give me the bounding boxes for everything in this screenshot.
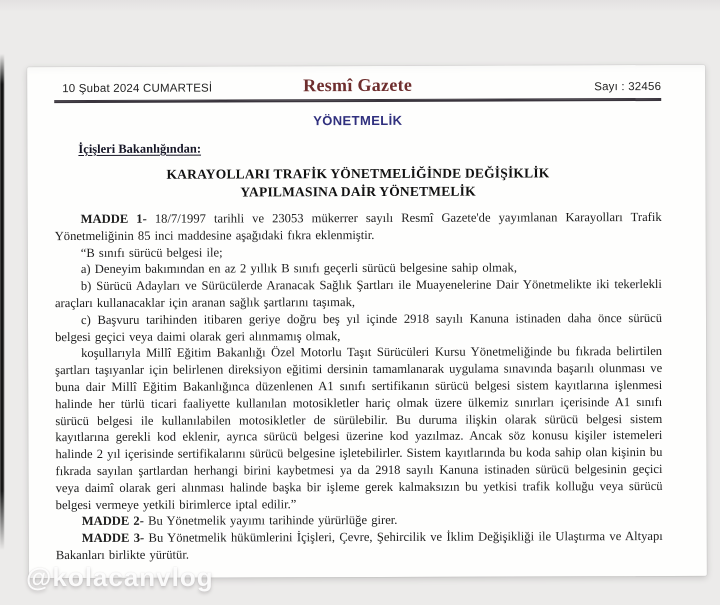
paragraph-text: “B sınıfı sürücü belgesi ile;	[80, 245, 223, 260]
regulation-title	[54, 164, 661, 202]
regulation-body	[55, 209, 663, 564]
regulation-paragraph	[55, 259, 662, 278]
article-label: MADDE 1-	[80, 211, 147, 226]
paragraph-text: c) Başvuru tarihinden itibaren geriye doğru beş yıl içinde 2918 sayılı Kanuna istinaden daha önce sürücü belgesi geçici veya daimi olarak geri alınmamış olmak,	[55, 310, 663, 344]
regulation-paragraph	[55, 343, 663, 513]
watermark-handle: @kolacanvlog	[26, 562, 214, 592]
photo-left-edge-artifact	[0, 54, 4, 550]
regulation-paragraph	[55, 276, 662, 312]
paragraph-text: 18/7/1997 tarihli ve 23053 mükerrer sayılı Resmî Gazete'de yayımlanan Karayolları Trafik Yönetmeliğinin 85 inci maddesine aşağıdaki fıkra eklenmiştir.	[54, 209, 662, 243]
gazette-masthead: Resmî Gazete	[303, 74, 413, 96]
gazette-issue-number: Sayı : 32456	[594, 80, 662, 94]
regulation-paragraph	[55, 310, 662, 346]
gazette-date: 10 Şubat 2024 CUMARTESİ	[62, 82, 213, 96]
regulation-paragraph	[55, 209, 662, 245]
paragraph-text: Bu Yönetmelik yayımı tarihinde yürürlüğe girer.	[143, 513, 398, 529]
header-rule	[54, 98, 661, 103]
article-label: MADDE 2-	[81, 514, 144, 529]
paragraph-text: Bu Yönetmelik hükümlerini İçişleri, Çevre, Şehircilik ve İklim Değişikliği ile Ulaştırma ve Altyapı Bakanları birlikte yürütür.	[55, 529, 663, 563]
paragraph-text: b) Sürücü Adayları ve Sürücülerde Aranacak Sağlık Şartları ile Muayenelerine Dair Yönetmelikte iki tekerlekli araçları kullanacaklar için aranan sağlık şartlarını taşımak,	[54, 277, 662, 311]
gazette-document	[27, 65, 707, 578]
regulation-paragraph	[56, 511, 663, 530]
paragraph-text: a) Deneyim bakımından en az 2 yıllık B sınıfı geçerli sürücü belgesine sahip olmak,	[80, 260, 518, 277]
regulation-paragraph	[56, 528, 663, 564]
section-heading: YÖNETMELİK	[313, 112, 403, 129]
regulation-paragraph	[55, 243, 662, 262]
paragraph-text: koşullarıyla Millî Eğitim Bakanlığı Özel Motorlu Taşıt Sürücüleri Kursu Yönetmeliğinde bu fıkrada belirtilen şartları taşıyanlar için belirlenen direksiyon eğitimi dersinin tamamlanarak uygulama sınavında başarılı olunması ve buna dair Millî Eğitim Bakanlığınca düzenlenen A1 sınıfı sertifikanın sürücü belgesi sistem kayıtlarına işlenmesi halinde her türlü ticari faaliyette kullanılan motosikletler hariç olmak üzere ülkemiz sınırları içerisinde A1 sınıfı sürücü belgesi ile kullanılabilen motosikletler de sürülebilir. Bu duruma ilişkin olarak sürücü belgesi sistem kayıtlarına gerekli kod eklenir, ayrıca sürücü belgesi üzerine kod yazılmaz. Ancak söz konusu kişiler istemeleri halinde 2 yıl içerisinde sertifikalarını sürücü belgesine işletebilirler. Sistem kayıtlarında bu koda sahip olan kişinin bu fıkrada sayılan şartlardan herhangi birini kaybetmesi ya da 2918 sayılı Kanuna istinaden sürücü belgesinin geçici veya daimî olarak geri alınması halinde başka bir işleme gerek kalmaksızın bu yetkisi trafik kolluğu veya sürücü belgesi vermeye yetkili birimlerce iptal edilir.”	[55, 344, 663, 512]
gazette-header	[54, 74, 661, 97]
issuing-ministry: İçişleri Bakanlığından:	[78, 141, 202, 157]
article-label: MADDE 3-	[81, 530, 145, 546]
regulation-title-line1: KARAYOLLARI TRAFİK YÖNETMELİĞİNDE DEĞİŞİKLİK	[166, 165, 550, 182]
regulation-title-line2: YAPILMASINA DAİR YÖNETMELİK	[240, 183, 476, 200]
